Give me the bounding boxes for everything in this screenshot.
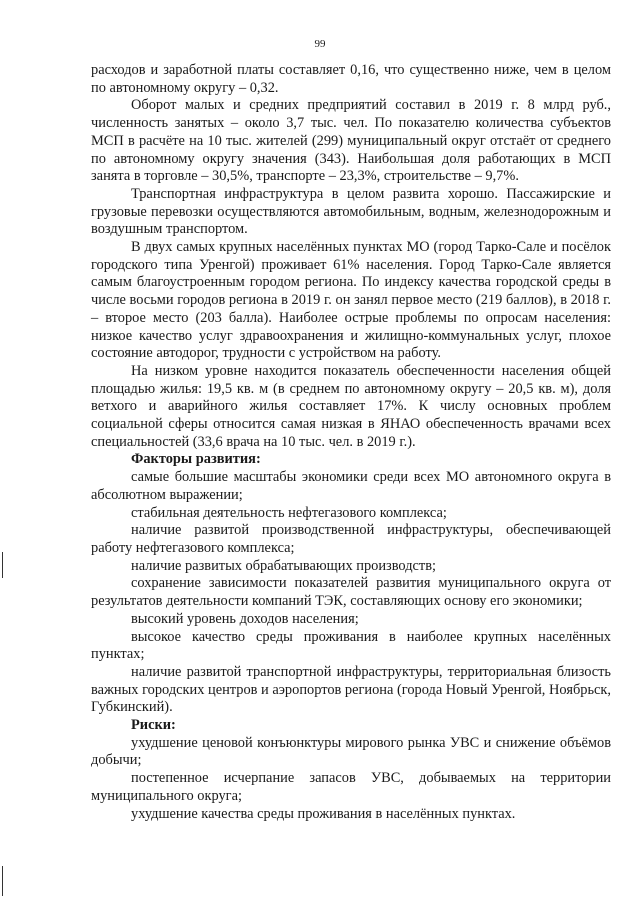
paragraph: В двух самых крупных населённых пунктах МО (город Тарко-Сале и посёлок городского типа Уренгой) проживает 61% населения. Город Тарко-Сале является самым благоустроенным городом региона. По индексу качества городской среды в числе восьми городов региона в 2019 г. он занял первое место (219 баллов), в 2018 г. – второе место (203 балла). Наиболее острые проблемы по опросам населения: низкое качество услуг здравоохранения и жилищно-коммунальных услуг, плохое состояние автодорог, трудности с устройством на работу. (91, 239, 611, 362)
paragraph: На низком уровне находится показатель обеспеченности населения общей площадью жилья: 19,5 кв. м (в среднем по автономному округу – 20,5 кв. м), доля ветхого и аварийного жилья составляет 17%. К числу основных проблем социальной сферы относится самая низкая в ЯНАО обеспеченность врачами всех специальностей (33,6 врача на 10 тыс. чел. в 2019 г.). (91, 362, 611, 450)
list-item: ухудшение ценовой конъюнктуры мирового рынка УВС и снижение объёмов добычи; (91, 734, 611, 769)
page-number: 99 (314, 38, 326, 50)
paragraph: Транспортная инфраструктура в целом развита хорошо. Пассажирские и грузовые перевозки осуществляются автомобильным, водным, железнодорожным и воздушным транспортом. (91, 185, 611, 238)
document-body (91, 62, 611, 823)
list-item: ухудшение качества среды проживания в населённых пунктах. (131, 805, 516, 822)
paragraph: Оборот малых и средних предприятий составил в 2019 г. 8 млрд руб., численность занятых – около 3,7 тыс. чел. По показателю количества субъектов МСП в расчёте на 10 тыс. жителей (299) муниципальный округ отстаёт от среднего по автономному округу значения (343). Наибольшая доля работающих в МСП занята в торговле – 30,5%, транспорте – 23,3%, строительстве – 9,7%. (91, 97, 611, 185)
paragraph: расходов и заработной платы составляет 0,16, что существенно ниже, чем в целом по автономному округу – 0,32. (91, 62, 611, 96)
list-item: постепенное исчерпание запасов УВС, добываемых на территории муниципального округа; (91, 770, 611, 804)
section-heading-risks: Риски: (131, 717, 176, 734)
list-item: сохранение зависимости показателей развития муниципального округа от результатов деятельности компаний ТЭК, составляющих основу его экономики; (91, 575, 611, 610)
scan-edge-mark (2, 866, 3, 896)
list-item: высокий уровень доходов населения; (131, 610, 359, 627)
list-item: наличие развитой производственной инфраструктуры, обеспечивающей работу нефтегазового комплекса; (91, 522, 611, 556)
list-item: самые большие масштабы экономики среди всех МО автономного округа в абсолютном выражении; (91, 469, 611, 503)
list-item: наличие развитой транспортной инфраструктуры, территориальная близость важных городских центров и аэропортов региона (города Новый Уренгой, Ноябрьск, Губкинский). (91, 663, 611, 716)
list-item: высокое качество среды проживания в наиболее крупных населённых пунктах; (91, 628, 611, 663)
scan-edge-mark (2, 552, 3, 578)
section-heading-factors: Факторы развития: (131, 451, 261, 468)
list-item: стабильная деятельность нефтегазового комплекса; (131, 504, 447, 521)
list-item: наличие развитых обрабатывающих производств; (131, 557, 436, 574)
